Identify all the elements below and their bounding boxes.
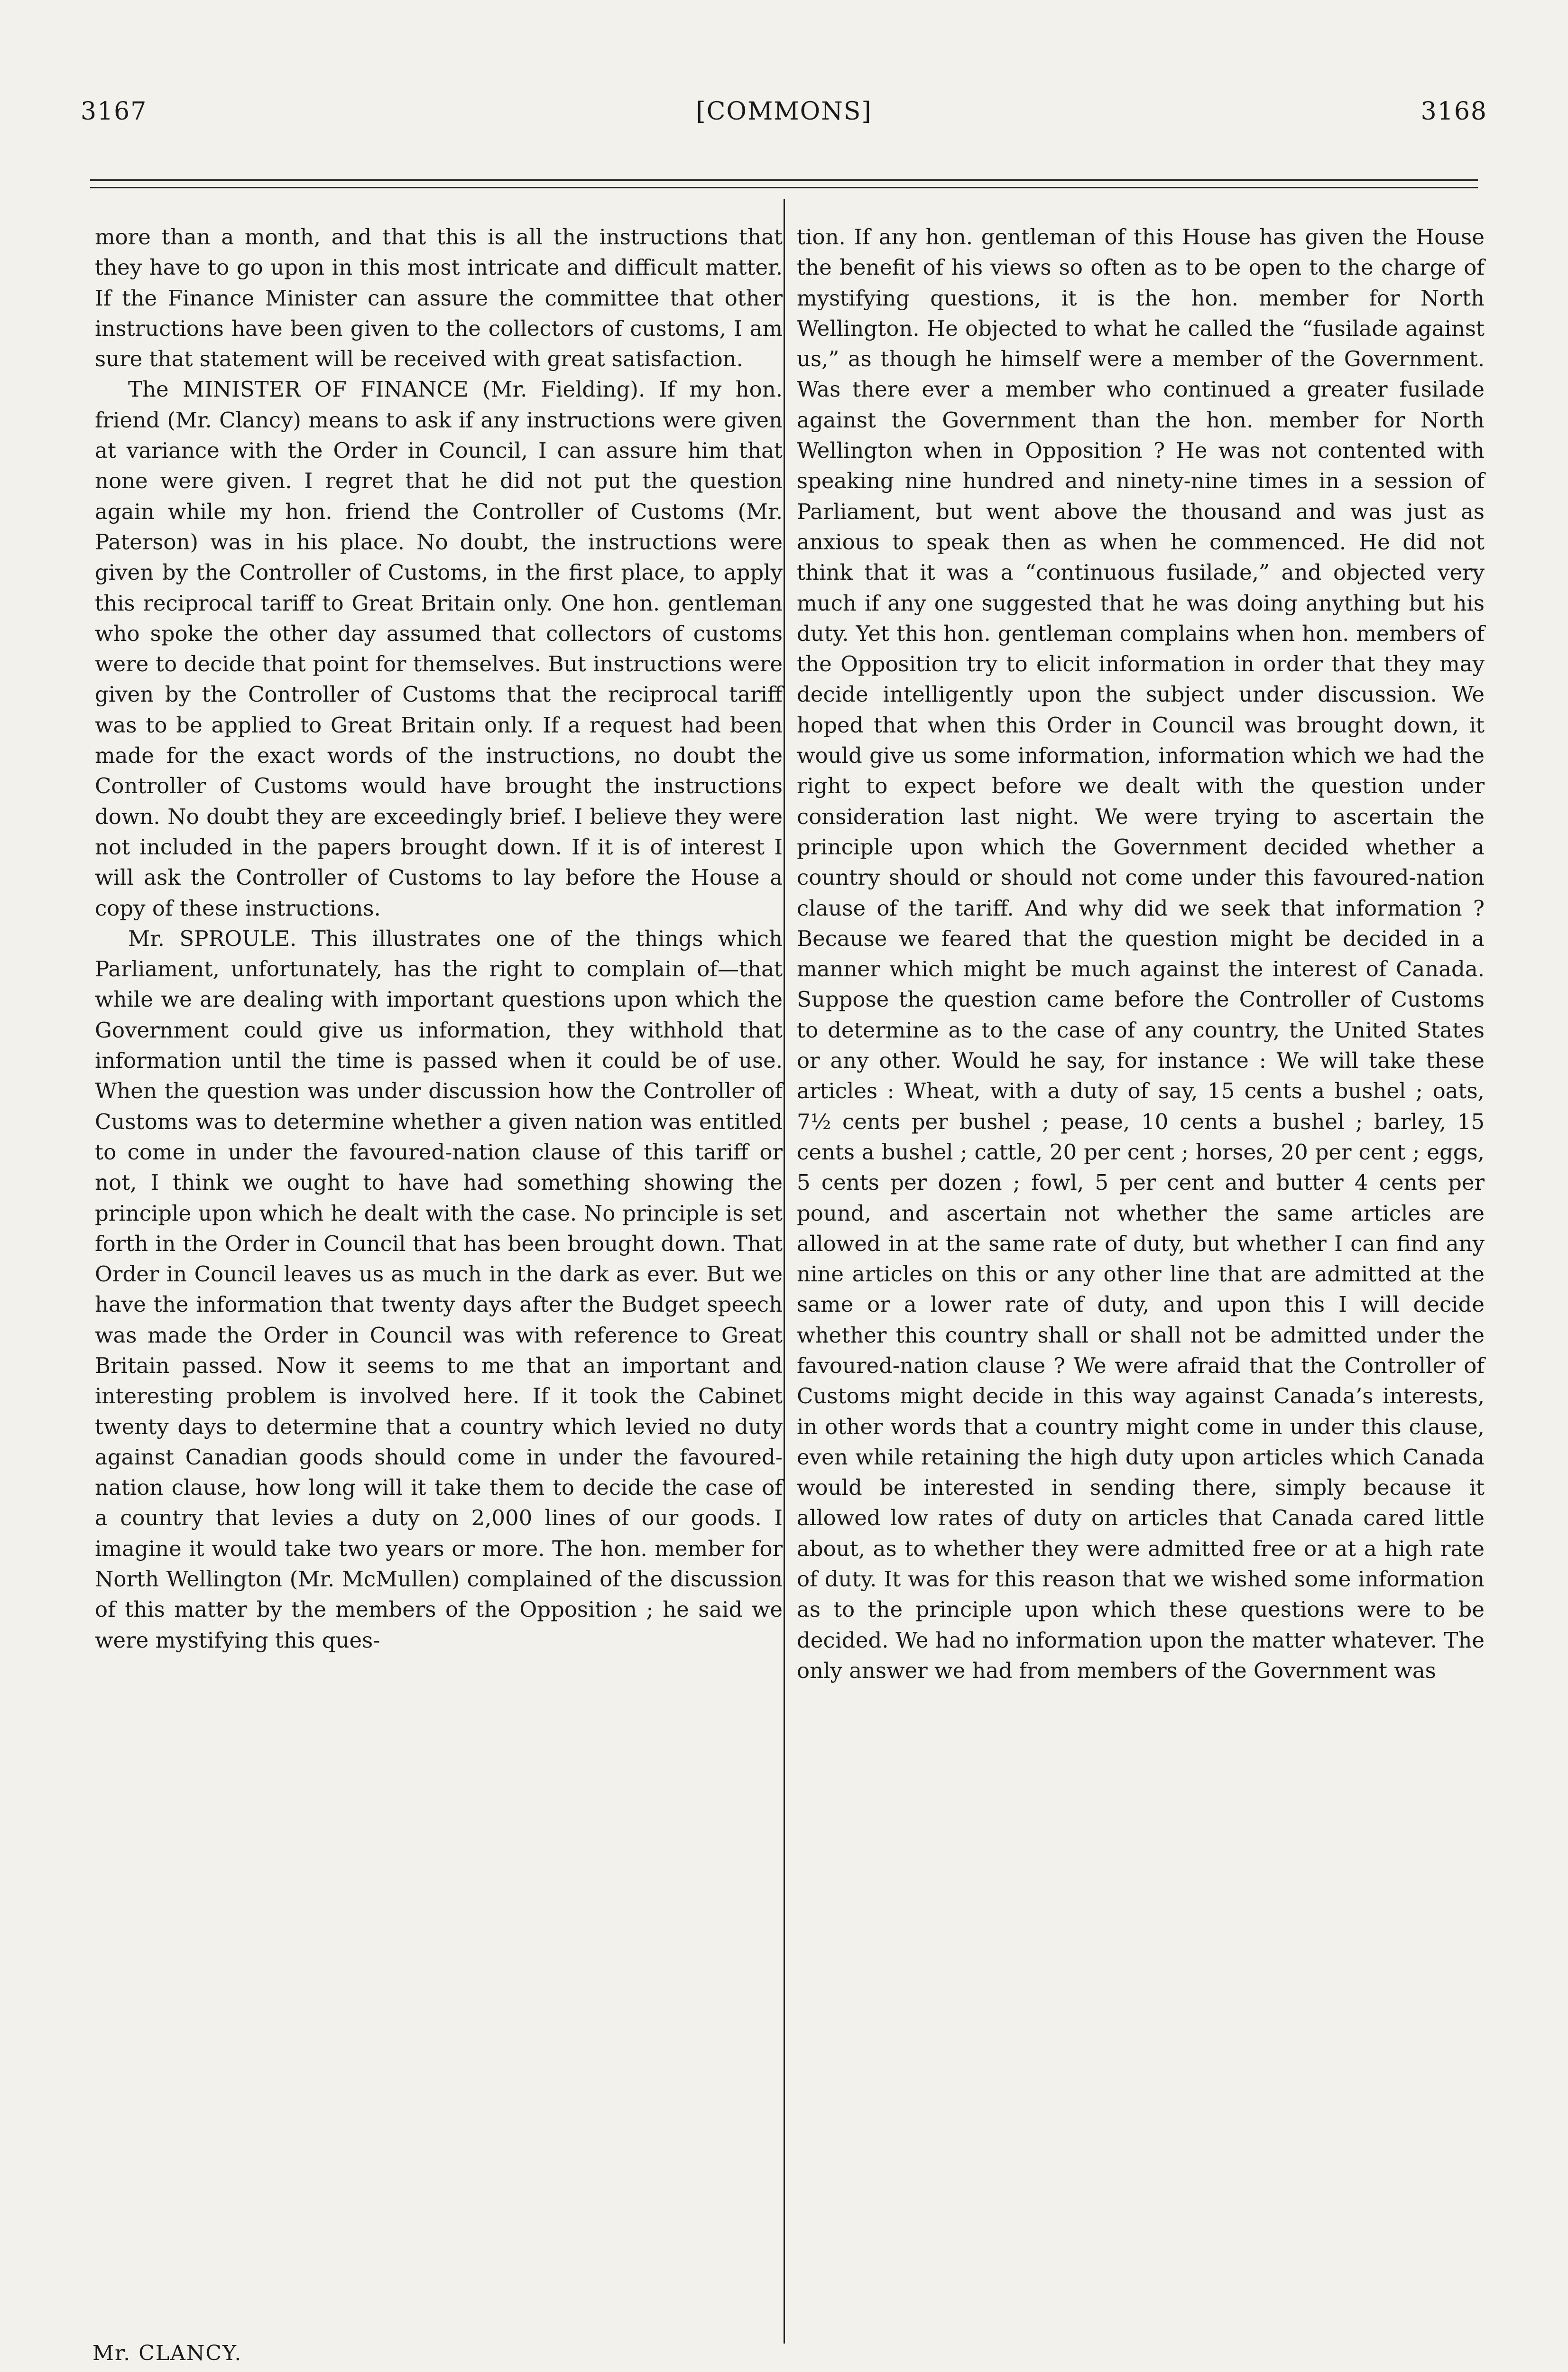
right-column	[797, 222, 1485, 1686]
running-foot: Mr. CLANCY.	[92, 2341, 242, 2365]
left-page-number: 3167	[81, 97, 148, 126]
header-rule-top	[90, 179, 1478, 181]
left-column	[95, 222, 783, 1656]
paragraph: Mr. SPROULE. This illustrates one of the things which Parliament, unfortunately, has the right to complain of—that while we are dealing with important questions upon which the Government could give us information, they withhold that information until the time is passed when it could be of use. When the question was under discussion how the Controller of Customs was to determine whether a given nation was entitled to come in under the favoured-nation clause of this tariff or not, I think we ought to have had something showing the principle upon which he dealt with the case. No principle is set forth in the Order in Council that has been brought down. That Order in Council leaves us as much in the dark as ever. But we have the information that twenty days after the Budget speech was made the Order in Council was with reference to Great Britain passed. Now it seems to me that an important and interesting problem is involved here. If it took the Cabinet twenty days to determine that a country which levied no duty against Canadian goods should come in under the favoured-nation clause, how long will it take them to decide the case of a country that levies a duty on 2,000 lines of our goods. I imagine it would take two years or more. The hon. member for North Wellington (Mr. McMullen) complained of the discussion of this matter by the members of the Opposition ; he said we were mystifying this ques-	[95, 926, 783, 1653]
paragraph: tion. If any hon. gentleman of this House has given the House the benefit of his views so often as to be open to the charge of mystifying questions, it is the hon. member for North Wellington. He objected to what he called the “fusilade against us,” as though he himself were a member of the Government. Was there ever a member who continued a greater fusilade against the Government than the hon. member for North Wellington when in Opposition ? He was not contented with speaking nine hundred and ninety-nine times in a session of Parliament, but went above the thousand and was just as anxious to speak then as when he commenced. He did not think that it was a “continuous fusilade,” and objected very much if any one suggested that he was doing anything but his duty. Yet this hon. gentleman complains when hon. members of the Opposition try to elicit information in order that they may decide intelligently upon the subject under discussion. We hoped that when this Order in Council was brought down, it would give us some information, information which we had the right to expect before we dealt with the question under consideration last night. We were trying to ascertain the principle upon which the Government decided whether a country should or should not come under this favoured-nation clause of the tariff. And why did we seek that information ? Because we feared that the question might be decided in a manner which might be much against the interest of Canada. Suppose the question came before the Controller of Customs to determine as to the case of any country, the United States or any other. Would he say, for instance : We will take these articles : Wheat, with a duty of say, 15 cents a bushel ; oats, 7½ cents per bushel ; pease, 10 cents a bushel ; barley, 15 cents a bushel ; cattle, 20 per cent ; horses, 20 per cent ; eggs, 5 cents per dozen ; fowl, 5 per cent and butter 4 cents per pound, and ascertain not whether the same articles are allowed in at the same rate of duty, but whether I can find any nine articles on this or any other line that are admitted at the same or a lower rate of duty, and upon this I will decide whether this country shall or shall not be admitted under the favoured-nation clause ? We were afraid that the Controller of Customs might decide in this way against Canada’s interests, in other words that a country might come in under this clause, even while retaining the high duty upon articles which Canada would be interested in sending there, simply because it allowed low rates of duty on articles that Canada cared little about, as to whether they were admitted free or at a high rate of duty. It was for this reason that we wished some information as to the principle upon which these questions were to be decided. We had no information upon the matter whatever. The only answer we had from members of the Government was	[797, 224, 1485, 1683]
page-header	[81, 97, 1487, 140]
header-rule-bottom	[90, 187, 1478, 188]
paragraph: The MINISTER OF FINANCE (Mr. Fielding). If my hon. friend (Mr. Clancy) means to ask if any instructions were given at variance with the Order in Council, I can assure him that none were given. I regret that he did not put the question again while my hon. friend the Controller of Customs (Mr. Paterson) was in his place. No doubt, the instructions were given by the Controller of Customs, in the first place, to apply this reciprocal tariff to Great Britain only. One hon. gentleman who spoke the other day assumed that collectors of customs were to decide that point for themselves. But instructions were given by the Controller of Customs that the reciprocal tariff was to be applied to Great Britain only. If a request had been made for the exact words of the instructions, no doubt the Controller of Customs would have brought the instructions down. No doubt they are exceedingly brief. I believe they were not included in the papers brought down. If it is of interest I will ask the Controller of Customs to lay before the House a copy of these instructions.	[95, 377, 783, 921]
paragraph: more than a month, and that this is all the instructions that they have to go upon in this most intricate and difficult matter. If the Finance Minister can assure the committee that other instructions have been given to the collectors of customs, I am sure that statement will be received with great satisfaction.	[95, 224, 783, 372]
right-page-number: 3168	[1420, 97, 1487, 126]
running-head: [COMMONS]	[696, 97, 872, 126]
column-divider	[784, 199, 785, 2344]
